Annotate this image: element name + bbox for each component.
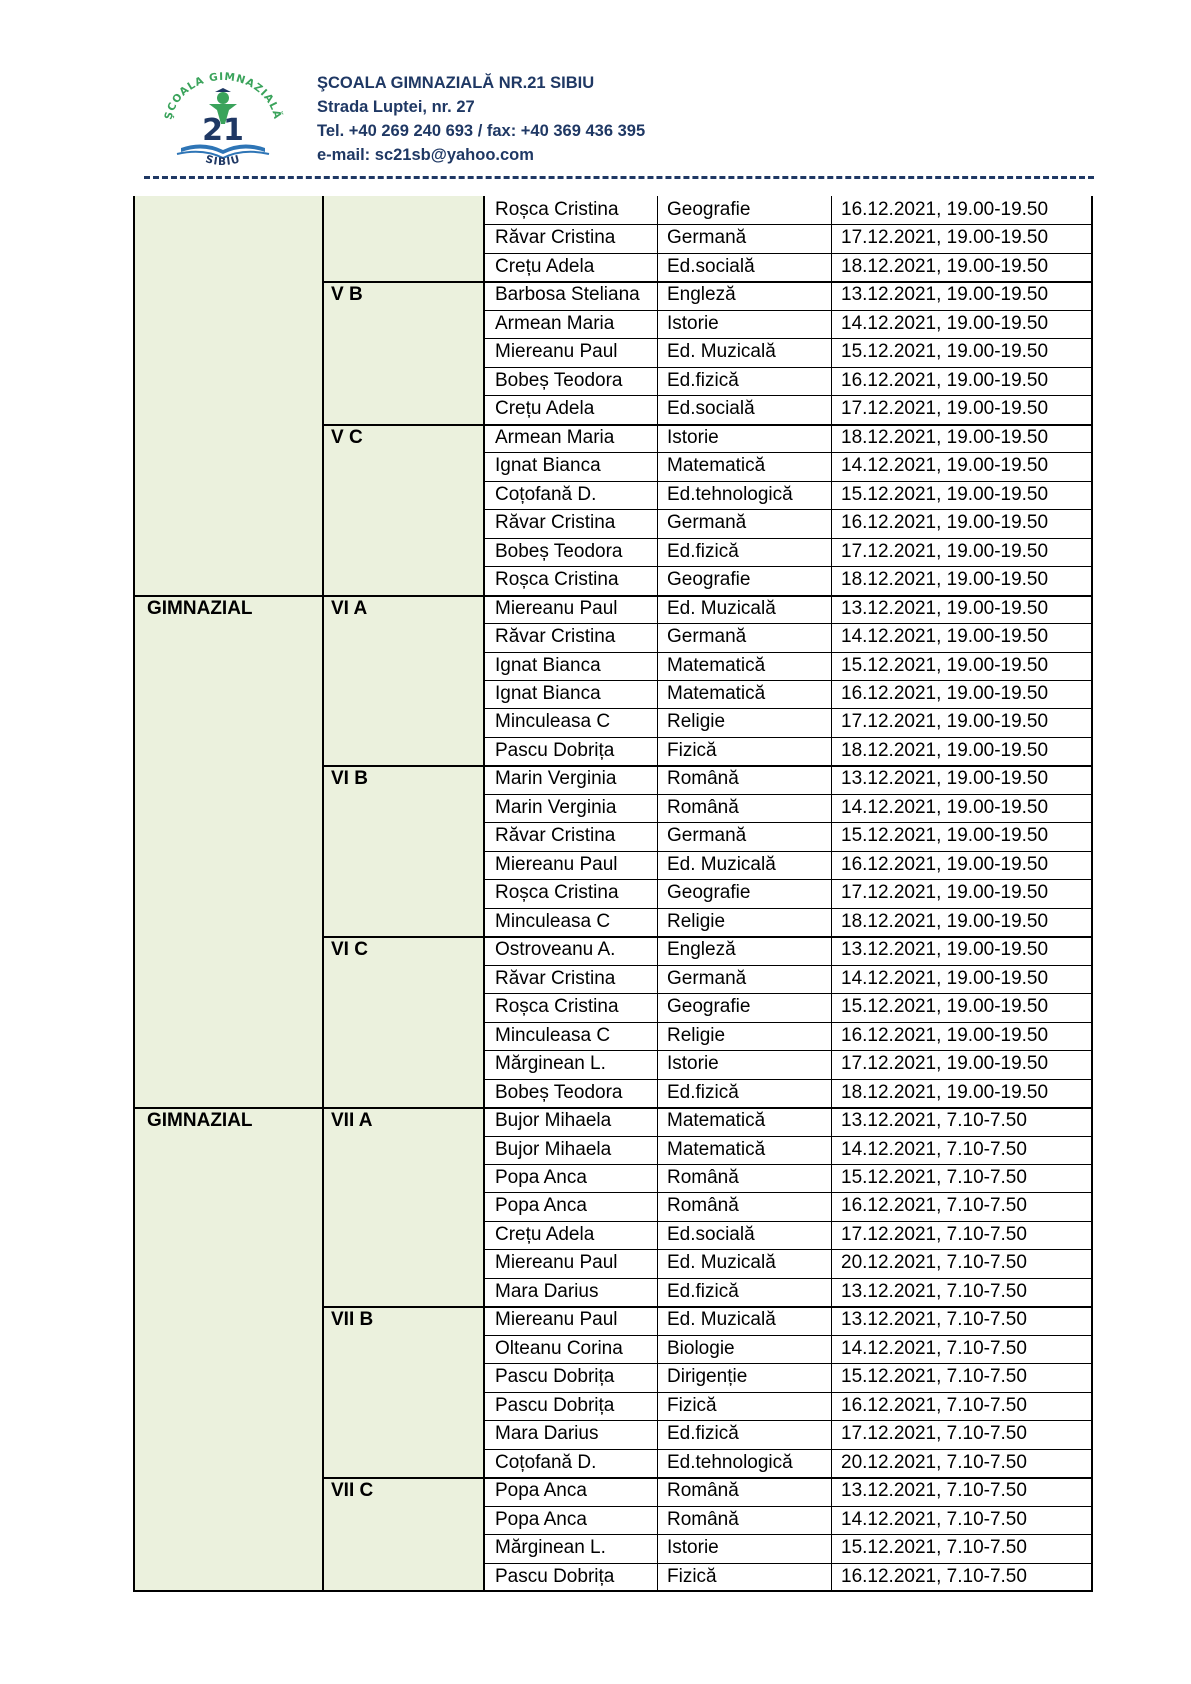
datetime-cell: 17.12.2021, 19.00-19.50 xyxy=(841,1053,1049,1075)
teacher-cell: Mărginean L. xyxy=(495,1053,606,1075)
teacher-cell: Olteanu Corina xyxy=(495,1337,623,1359)
subject-cell: Germană xyxy=(667,626,747,648)
datetime-cell: 16.12.2021, 7.10-7.50 xyxy=(841,1394,1027,1416)
datetime-cell: 17.12.2021, 7.10-7.50 xyxy=(841,1223,1027,1245)
datetime-cell: 15.12.2021, 19.00-19.50 xyxy=(841,996,1049,1018)
subject-cell: Religie xyxy=(667,711,726,733)
teacher-cell: Ostroveanu A. xyxy=(495,939,616,961)
teacher-cell: Miereanu Paul xyxy=(495,341,618,363)
datetime-cell: 20.12.2021, 7.10-7.50 xyxy=(841,1252,1027,1274)
class-cell: V B xyxy=(331,284,363,306)
teacher-cell: Mara Darius xyxy=(495,1280,599,1302)
datetime-cell: 14.12.2021, 19.00-19.50 xyxy=(841,967,1049,989)
class-cell: VI A xyxy=(331,597,368,619)
subject-cell: Română xyxy=(667,1508,739,1530)
svg-text:SIBIU xyxy=(204,153,242,168)
datetime-cell: 14.12.2021, 19.00-19.50 xyxy=(841,312,1049,334)
teacher-cell: Minculeasa C xyxy=(495,910,611,932)
subject-cell: Dirigenție xyxy=(667,1366,748,1388)
datetime-cell: 13.12.2021, 7.10-7.50 xyxy=(841,1309,1027,1331)
graduation-cap-icon xyxy=(215,88,231,92)
subject-cell: Ed.fizică xyxy=(667,369,739,391)
teacher-cell: Ignat Bianca xyxy=(495,455,601,477)
subject-cell: Ed.socială xyxy=(667,1223,755,1245)
teacher-cell: Crețu Adela xyxy=(495,398,595,420)
datetime-cell: 14.12.2021, 19.00-19.50 xyxy=(841,455,1049,477)
subject-cell: Engleză xyxy=(667,284,736,306)
subject-cell: Germană xyxy=(667,967,747,989)
datetime-cell: 15.12.2021, 7.10-7.50 xyxy=(841,1166,1027,1188)
teacher-cell: Armean Maria xyxy=(495,426,615,448)
teacher-cell: Miereanu Paul xyxy=(495,853,618,875)
header-divider xyxy=(144,176,1094,179)
datetime-cell: 13.12.2021, 19.00-19.50 xyxy=(841,597,1049,619)
datetime-cell: 17.12.2021, 19.00-19.50 xyxy=(841,227,1049,249)
datetime-cell: 18.12.2021, 19.00-19.50 xyxy=(841,569,1049,591)
logo-arc-text: ŞCOALA GIMNAZIALĂ xyxy=(162,70,284,121)
datetime-cell: 16.12.2021, 19.00-19.50 xyxy=(841,853,1049,875)
teacher-cell: Roșca Cristina xyxy=(495,882,619,904)
datetime-cell: 14.12.2021, 19.00-19.50 xyxy=(841,796,1049,818)
class-column xyxy=(324,196,483,1590)
logo-figure-head-icon xyxy=(217,92,229,104)
datetime-cell: 16.12.2021, 7.10-7.50 xyxy=(841,1195,1027,1217)
subject-cell: Matematică xyxy=(667,1138,766,1160)
datetime-cell: 13.12.2021, 7.10-7.50 xyxy=(841,1480,1027,1502)
teacher-cell: Coțofană D. xyxy=(495,483,597,505)
teacher-cell: Ignat Bianca xyxy=(495,682,601,704)
teacher-cell: Miereanu Paul xyxy=(495,597,618,619)
subject-cell: Ed. Muzicală xyxy=(667,853,776,875)
teacher-cell: Armean Maria xyxy=(495,312,615,334)
teacher-cell: Popa Anca xyxy=(495,1166,587,1188)
teacher-cell: Marin Verginia xyxy=(495,796,617,818)
teacher-cell: Minculeasa C xyxy=(495,1024,611,1046)
teacher-cell: Miereanu Paul xyxy=(495,1252,618,1274)
subject-cell: Română xyxy=(667,768,739,790)
teacher-cell: Pascu Dobrița xyxy=(495,1565,615,1587)
datetime-cell: 18.12.2021, 19.00-19.50 xyxy=(841,1081,1049,1103)
subject-cell: Engleză xyxy=(667,939,736,961)
logo-city-text: SIBIU xyxy=(204,153,242,169)
school-logo xyxy=(153,64,293,174)
class-cell: VI C xyxy=(331,939,368,961)
datetime-cell: 15.12.2021, 19.00-19.50 xyxy=(841,341,1049,363)
teacher-cell: Mărginean L. xyxy=(495,1537,606,1559)
datetime-cell: 16.12.2021, 19.00-19.50 xyxy=(841,199,1049,220)
teacher-cell: Barbosa Steliana xyxy=(495,284,640,306)
teacher-cell: Răvar Cristina xyxy=(495,825,616,847)
datetime-cell: 13.12.2021, 7.10-7.50 xyxy=(841,1280,1027,1302)
subject-cell: Ed.fizică xyxy=(667,1423,739,1445)
subject-cell: Ed. Muzicală xyxy=(667,1252,776,1274)
teacher-cell: Răvar Cristina xyxy=(495,227,616,249)
datetime-cell: 17.12.2021, 7.10-7.50 xyxy=(841,1423,1027,1445)
datetime-cell: 13.12.2021, 19.00-19.50 xyxy=(841,768,1049,790)
teacher-cell: Bobeș Teodora xyxy=(495,540,623,562)
teacher-cell: Roșca Cristina xyxy=(495,996,619,1018)
class-cell: V C xyxy=(331,426,363,448)
subject-cell: Română xyxy=(667,1195,739,1217)
subject-cell: Română xyxy=(667,796,739,818)
class-cell: VI B xyxy=(331,768,368,790)
subject-cell: Ed. Muzicală xyxy=(667,341,776,363)
teacher-cell: Popa Anca xyxy=(495,1508,587,1530)
level-column xyxy=(135,196,322,1590)
datetime-cell: 17.12.2021, 19.00-19.50 xyxy=(841,882,1049,904)
datetime-cell: 13.12.2021, 7.10-7.50 xyxy=(841,1110,1027,1132)
subject-cell: Fizică xyxy=(667,1394,717,1416)
subject-cell: Ed.fizică xyxy=(667,1280,739,1302)
datetime-cell: 17.12.2021, 19.00-19.50 xyxy=(841,398,1049,420)
datetime-cell: 16.12.2021, 19.00-19.50 xyxy=(841,369,1049,391)
subject-cell: Germană xyxy=(667,227,747,249)
subject-cell: Matematică xyxy=(667,654,766,676)
logo-number: 21 xyxy=(202,113,244,148)
school-address: Strada Luptei, nr. 27 xyxy=(317,98,475,116)
subject-cell: Istorie xyxy=(667,312,719,334)
subject-cell: Ed.tehnologică xyxy=(667,1451,793,1473)
datetime-cell: 15.12.2021, 7.10-7.50 xyxy=(841,1537,1027,1559)
datetime-cell: 15.12.2021, 19.00-19.50 xyxy=(841,825,1049,847)
subject-cell: Ed.fizică xyxy=(667,1081,739,1103)
datetime-cell: 14.12.2021, 7.10-7.50 xyxy=(841,1337,1027,1359)
subject-cell: Religie xyxy=(667,1024,726,1046)
subject-cell: Română xyxy=(667,1166,739,1188)
school-info xyxy=(317,71,645,167)
teacher-cell: Popa Anca xyxy=(495,1195,587,1217)
subject-cell: Geografie xyxy=(667,882,751,904)
teacher-cell: Minculeasa C xyxy=(495,711,611,733)
teacher-cell: Răvar Cristina xyxy=(495,967,616,989)
datetime-cell: 16.12.2021, 19.00-19.50 xyxy=(841,682,1049,704)
subject-cell: Ed.socială xyxy=(667,255,755,277)
teacher-cell: Bujor Mihaela xyxy=(495,1138,612,1160)
subject-cell: Ed. Muzicală xyxy=(667,1309,776,1331)
subject-cell: Fizică xyxy=(667,739,717,761)
teacher-cell: Bobeș Teodora xyxy=(495,369,623,391)
datetime-cell: 14.12.2021, 19.00-19.50 xyxy=(841,626,1049,648)
school-phone: Tel. +40 269 240 693 / fax: +40 369 436 395 xyxy=(317,122,646,140)
teacher-cell: Bujor Mihaela xyxy=(495,1110,612,1132)
teacher-cell: Pascu Dobrița xyxy=(495,739,615,761)
subject-cell: Ed.tehnologică xyxy=(667,483,793,505)
school-email: e-mail: sc21sb@yahoo.com xyxy=(317,146,534,164)
subject-cell: Ed.fizică xyxy=(667,540,739,562)
subject-cell: Geografie xyxy=(667,199,751,220)
datetime-cell: 16.12.2021, 19.00-19.50 xyxy=(841,512,1049,534)
datetime-cell: 20.12.2021, 7.10-7.50 xyxy=(841,1451,1027,1473)
teacher-cell: Pascu Dobrița xyxy=(495,1366,615,1388)
subject-cell: Ed. Muzicală xyxy=(667,597,776,619)
teacher-cell: Roșca Cristina xyxy=(495,199,619,220)
subject-cell: Geografie xyxy=(667,996,751,1018)
datetime-cell: 18.12.2021, 19.00-19.50 xyxy=(841,739,1049,761)
schedule-table xyxy=(133,196,1093,1592)
subject-cell: Matematică xyxy=(667,455,766,477)
school-name: ŞCOALA GIMNAZIALĂ NR.21 SIBIU xyxy=(317,74,595,92)
teacher-cell: Răvar Cristina xyxy=(495,512,616,534)
datetime-cell: 14.12.2021, 7.10-7.50 xyxy=(841,1138,1027,1160)
teacher-cell: Marin Verginia xyxy=(495,768,617,790)
subject-cell: Matematică xyxy=(667,1110,766,1132)
datetime-cell: 16.12.2021, 7.10-7.50 xyxy=(841,1565,1027,1587)
datetime-cell: 18.12.2021, 19.00-19.50 xyxy=(841,426,1049,448)
class-cell: VII C xyxy=(331,1480,374,1502)
subject-cell: Istorie xyxy=(667,1537,719,1559)
subject-cell: Istorie xyxy=(667,426,719,448)
subject-cell: Germană xyxy=(667,512,747,534)
datetime-cell: 18.12.2021, 19.00-19.50 xyxy=(841,255,1049,277)
teacher-cell: Bobeș Teodora xyxy=(495,1081,623,1103)
teacher-cell: Ignat Bianca xyxy=(495,654,601,676)
datetime-cell: 15.12.2021, 19.00-19.50 xyxy=(841,483,1049,505)
teacher-cell: Crețu Adela xyxy=(495,255,595,277)
teacher-cell: Mara Darius xyxy=(495,1423,599,1445)
teacher-cell: Răvar Cristina xyxy=(495,626,616,648)
subject-cell: Biologie xyxy=(667,1337,735,1359)
teacher-cell: Coțofană D. xyxy=(495,1451,597,1473)
datetime-cell: 13.12.2021, 19.00-19.50 xyxy=(841,284,1049,306)
datetime-cell: 17.12.2021, 19.00-19.50 xyxy=(841,711,1049,733)
teacher-cell: Popa Anca xyxy=(495,1480,587,1502)
teacher-cell: Crețu Adela xyxy=(495,1223,595,1245)
subject-cell: Germană xyxy=(667,825,747,847)
level-cell: GIMNAZIAL xyxy=(147,1110,253,1132)
teacher-cell: Pascu Dobrița xyxy=(495,1394,615,1416)
subject-cell: Ed.socială xyxy=(667,398,755,420)
class-cell: VII B xyxy=(331,1309,374,1331)
datetime-cell: 15.12.2021, 19.00-19.50 xyxy=(841,654,1049,676)
teacher-cell: Roșca Cristina xyxy=(495,569,619,591)
subject-cell: Fizică xyxy=(667,1565,717,1587)
subject-cell: Religie xyxy=(667,910,726,932)
level-cell: GIMNAZIAL xyxy=(147,597,253,619)
datetime-cell: 13.12.2021, 19.00-19.50 xyxy=(841,939,1049,961)
subject-cell: Matematică xyxy=(667,682,766,704)
class-cell: VII A xyxy=(331,1110,373,1132)
datetime-cell: 17.12.2021, 19.00-19.50 xyxy=(841,540,1049,562)
datetime-cell: 18.12.2021, 19.00-19.50 xyxy=(841,910,1049,932)
datetime-cell: 14.12.2021, 7.10-7.50 xyxy=(841,1508,1027,1530)
subject-cell: Geografie xyxy=(667,569,751,591)
datetime-cell: 15.12.2021, 7.10-7.50 xyxy=(841,1366,1027,1388)
teacher-cell: Miereanu Paul xyxy=(495,1309,618,1331)
datetime-cell: 16.12.2021, 19.00-19.50 xyxy=(841,1024,1049,1046)
subject-cell: Română xyxy=(667,1480,739,1502)
subject-cell: Istorie xyxy=(667,1053,719,1075)
